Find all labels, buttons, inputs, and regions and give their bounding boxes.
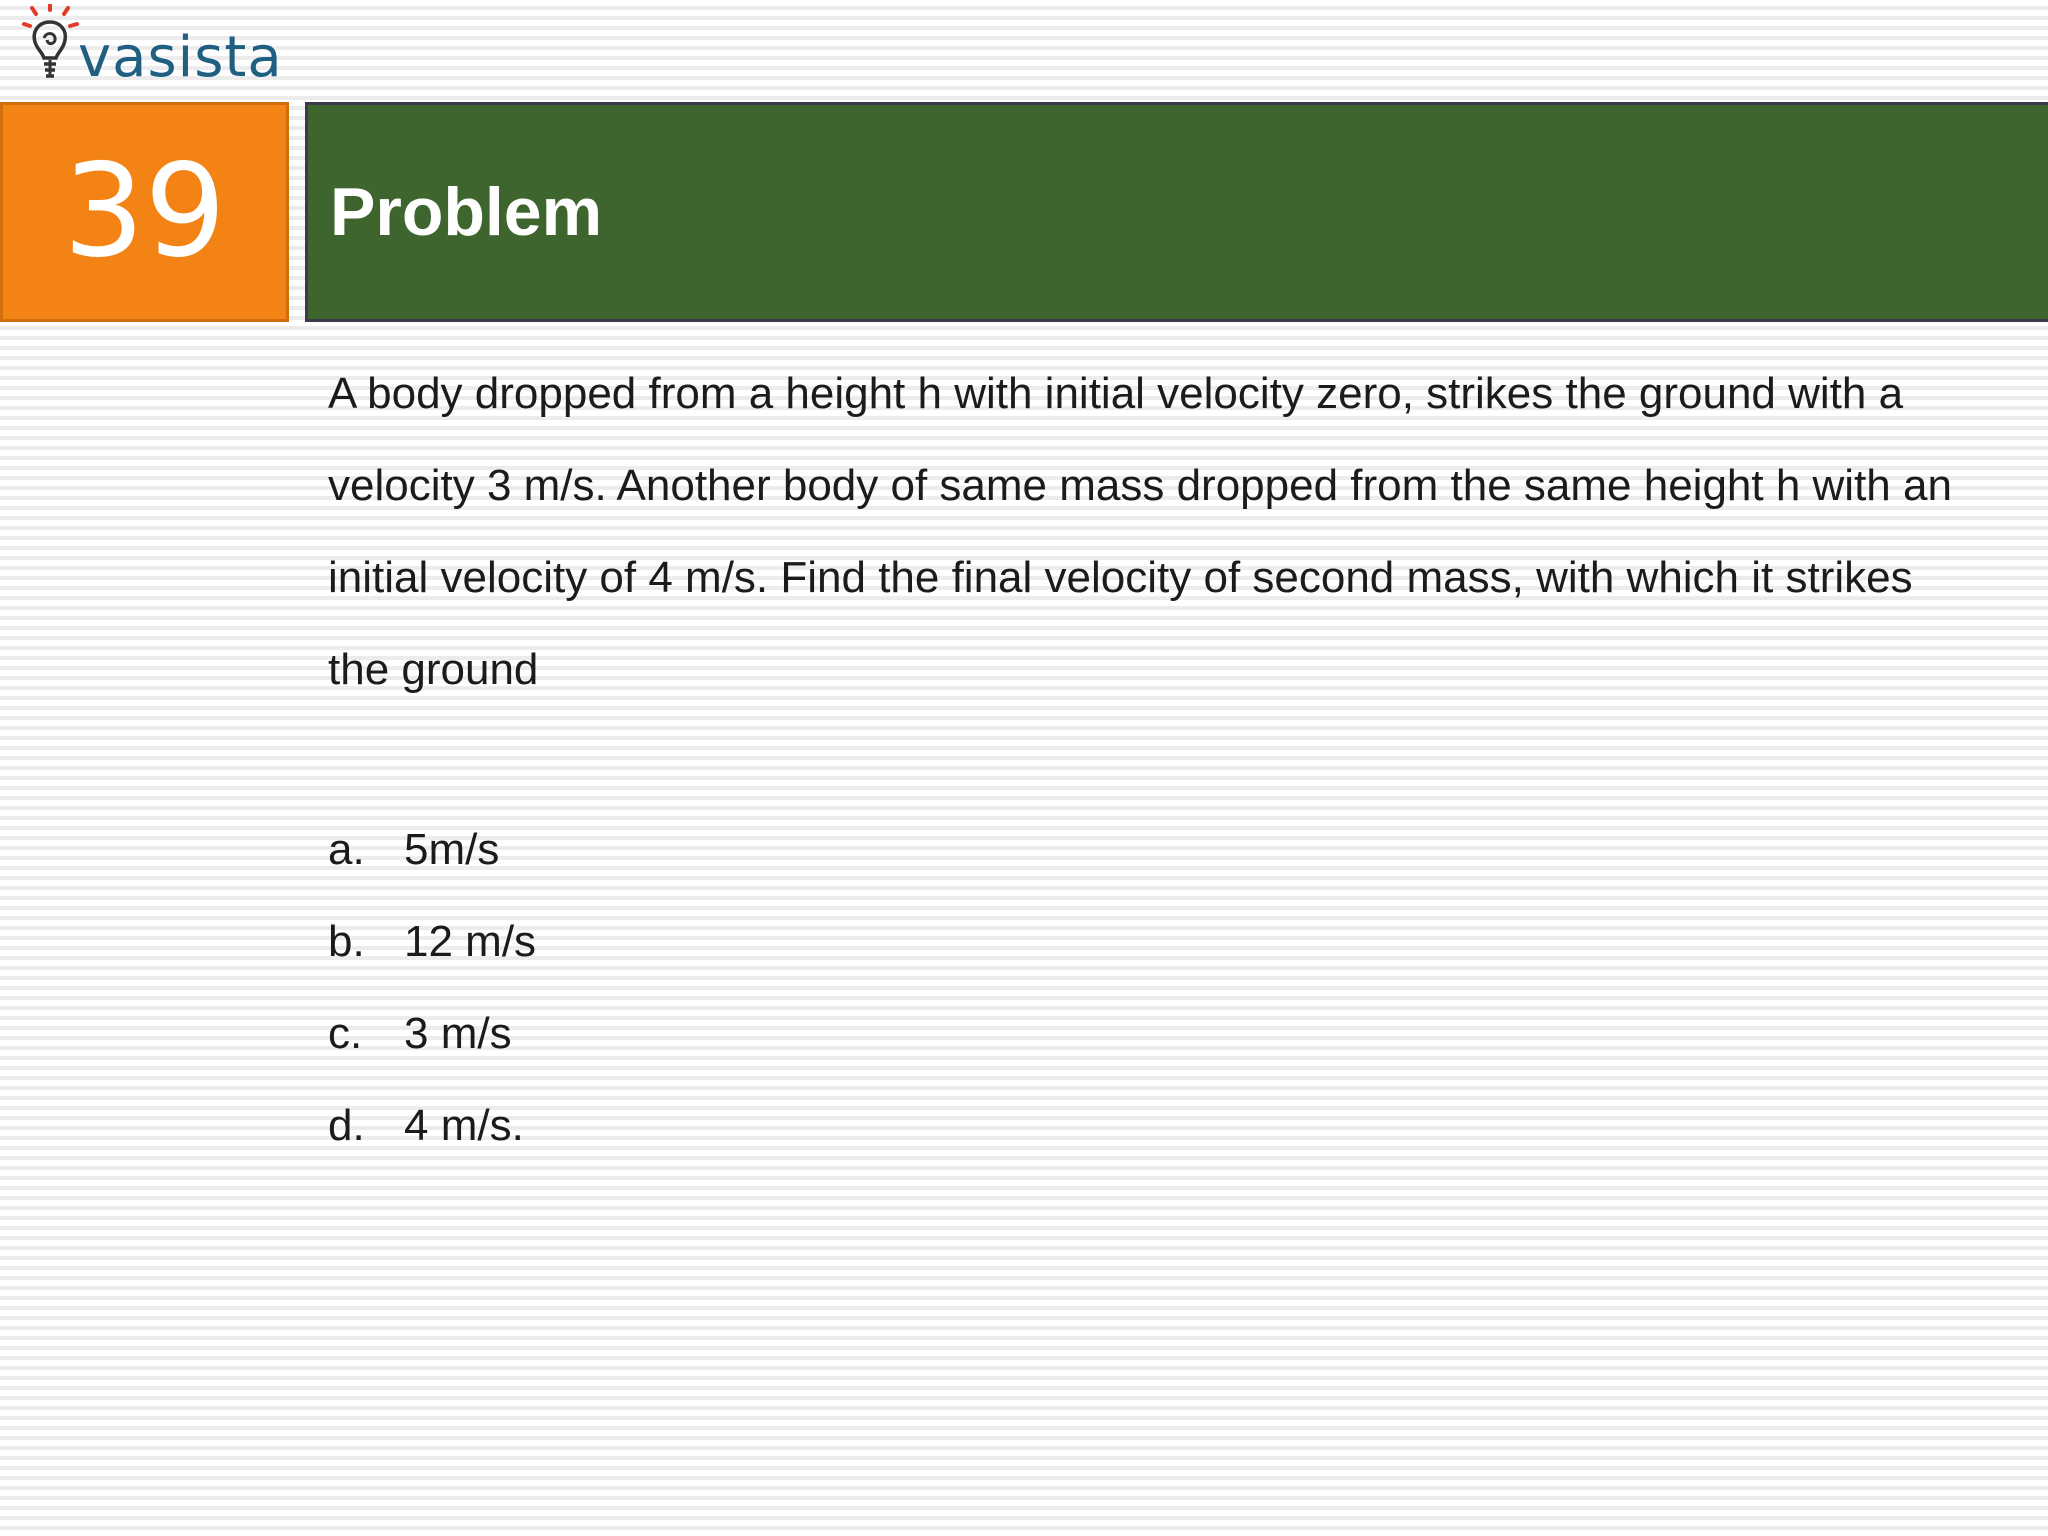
option-item <box>328 896 1968 988</box>
slide-number: 39 <box>63 137 226 286</box>
option-text: 4 m/s. <box>404 1101 524 1150</box>
option-letter: a. <box>328 825 365 874</box>
option-text: 3 m/s <box>404 1009 512 1058</box>
logo-text: vasista <box>78 25 283 90</box>
slide-title: Problem <box>330 174 603 250</box>
option-text: 12 m/s <box>404 917 537 966</box>
option-item <box>328 804 1968 896</box>
title-bar <box>305 102 2048 322</box>
vasista-logo <box>20 4 290 96</box>
option-item <box>328 988 1968 1080</box>
option-text: 5m/s <box>404 825 500 874</box>
option-letter: b. <box>328 917 365 966</box>
question-text: A body dropped from a height h with initial velocity zero, strikes the ground with a velocity 3 m/s. Another body of same mass dropped from the same height h with an initial velocity of 4 m/s. Find the final velocity of second mass, with which it strikes the ground <box>328 369 1952 694</box>
answer-options <box>328 804 1968 1172</box>
option-item <box>328 1080 1968 1172</box>
option-letter: c. <box>328 1009 363 1058</box>
slide-number-box <box>0 102 289 322</box>
slide-content <box>328 348 1968 1172</box>
option-letter: d. <box>328 1101 365 1150</box>
